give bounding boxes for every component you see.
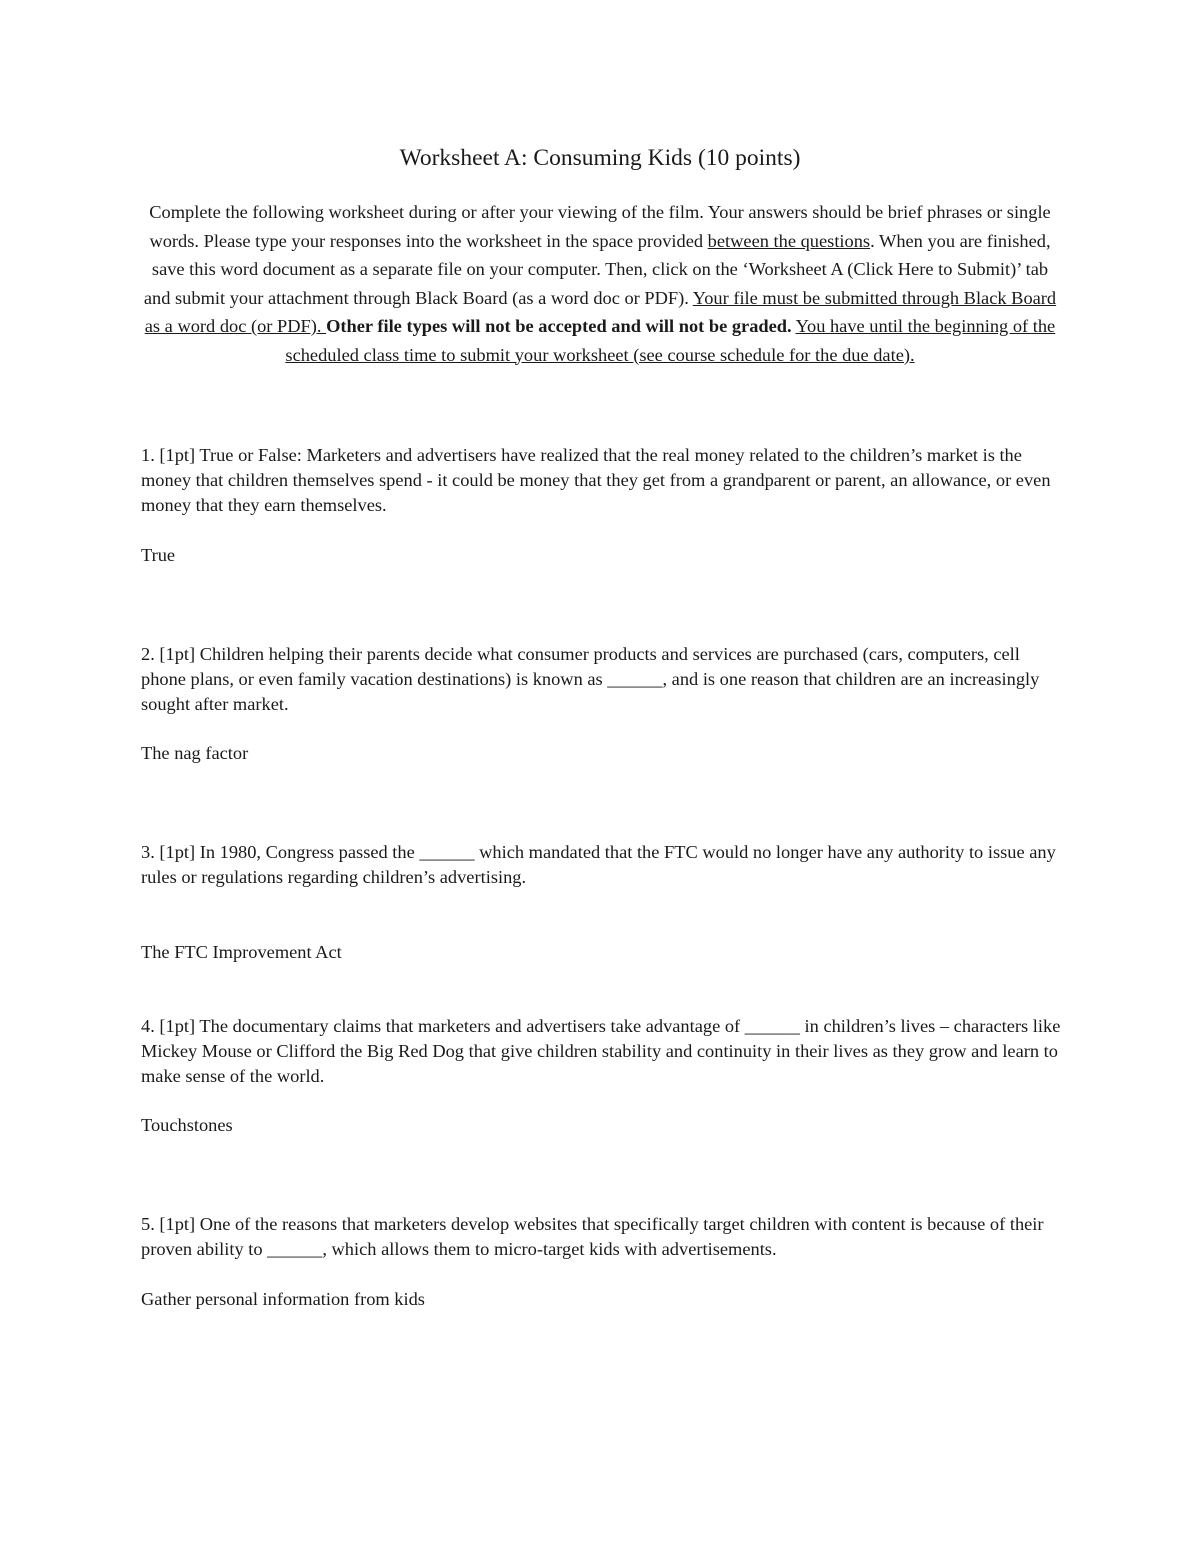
instructions-underlined-1: between the questions <box>707 230 871 251</box>
instructions-text-2: . When you are finished, save this word document as a separate file on your computer. Then, click on the ‘Worksheet A (Click Here to Submit)’ tab and submit your attachment through Black Board (as a word doc or PDF). <box>143 230 1051 308</box>
question-3: 3. [1pt] In 1980, Congress passed the ______ which mandated that the FTC would no longer have any authority to issue any rules or regulations regarding children’s advertising. <box>141 842 1056 887</box>
answer-3[interactable]: The FTC Improvement Act <box>141 942 342 962</box>
answer-1[interactable]: True <box>141 545 176 565</box>
answer-4[interactable]: Touchstones <box>141 1115 233 1135</box>
instructions-paragraph <box>138 198 1062 369</box>
instructions-underlined-3: You have until the beginning of the scheduled class time to submit your worksheet (see course schedule for the due date). <box>285 316 1056 365</box>
question-4: 4. [1pt] The documentary claims that marketers and advertisers take advantage of ______ in children’s lives – characters like Mickey Mouse or Clifford the Big Red Dog that give children stability and continuity in their lives as they grow and learn to make sense of the world. <box>141 1016 1061 1086</box>
instructions-bold-1: Other file types will not be accepted and will not be graded. <box>326 316 792 336</box>
question-2: 2. [1pt] Children helping their parents decide what consumer products and services are purchased (cars, computers, cell phone plans, or even family vacation destinations) is known as ______, and is one reason that children are an increasingly sought after market. <box>141 644 1040 714</box>
worksheet-title: Worksheet A: Consuming Kids (10 points) <box>399 145 801 171</box>
instructions-underlined-2: Your file must be submitted through Black Board as a word doc (or PDF). <box>144 287 1057 336</box>
question-5: 5. [1pt] One of the reasons that marketers develop websites that specifically target children with content is because of their proven ability to ______, which allows them to micro-target kids with advertisements. <box>141 1214 1044 1259</box>
answer-5[interactable]: Gather personal information from kids <box>141 1289 425 1309</box>
question-1: 1. [1pt] True or False: Marketers and advertisers have realized that the real money related to the children’s market is the money that children themselves spend - it could be money that they get from a grandparent or parent, an allowance, or even money that they earn themselves. <box>141 445 1051 515</box>
answer-2[interactable]: The nag factor <box>141 743 249 763</box>
instructions-text-1: Complete the following worksheet during or after your viewing of the film. Your answers should be brief phrases or single words. Please type your responses into the worksheet in the space provided <box>149 202 1051 251</box>
